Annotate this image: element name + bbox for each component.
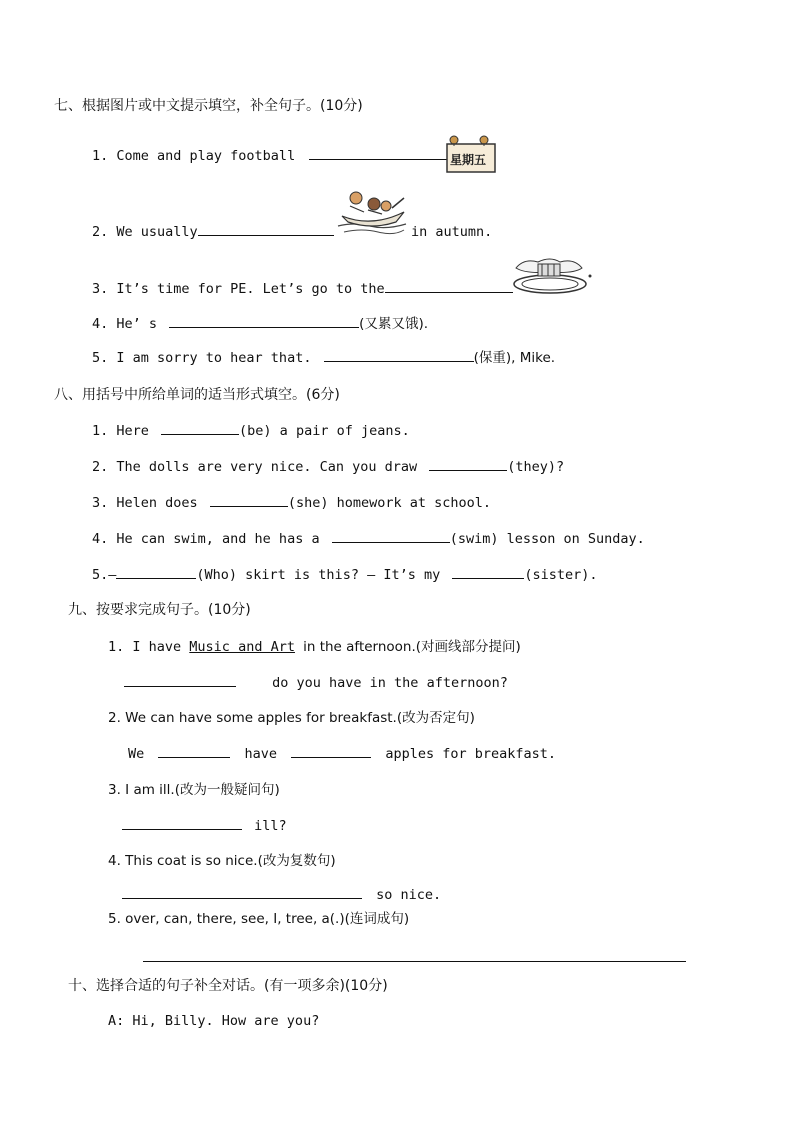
sec9-a3-text: ill? (254, 818, 287, 834)
sec9-q1-underlined: Music and Art (189, 639, 295, 655)
sec7-q1-text: 1. Come and play football (92, 148, 296, 164)
answer-blank[interactable] (309, 147, 451, 160)
sec8-q2-tail: (they)? (507, 459, 565, 475)
sec7-q1 (92, 147, 451, 165)
sec7-q5-text: 5. I am sorry to hear that. (92, 350, 312, 366)
sec7-q2-text: 2. We usually (92, 224, 198, 240)
sec7-q3 (92, 280, 513, 298)
sec7-q4-hint: (又累又饿). (359, 316, 428, 332)
sec8-q5-text: 5.— (92, 567, 117, 583)
sec9-a1 (124, 674, 508, 692)
section-7-title: 七、根据图片或中文提示填空，补全句子。(10分) (54, 98, 363, 114)
sec9-a1-text: do you have in the afternoon? (272, 675, 508, 691)
sec8-q4-text: 4. He can swim, and he has a (92, 531, 320, 547)
section-8-title: 八、用括号中所给单词的适当形式填空。(6分) (54, 387, 340, 403)
sec8-q4 (92, 530, 645, 548)
sec9-q5: 5. over, can, there, see, I, tree, a(.)(连词成句) (108, 911, 410, 927)
sec9-a2-have: have (244, 746, 278, 762)
sec8-q5-mid: (Who) skirt is this? — It’s my (196, 567, 441, 583)
sec8-q5-tail: (sister). (524, 567, 598, 583)
sec9-a4 (122, 886, 441, 904)
answer-blank[interactable] (198, 223, 334, 236)
playground-image (508, 254, 594, 296)
sec9-q1-text: 1. I have (108, 639, 182, 655)
sec9-q5-answer-line[interactable] (143, 961, 686, 962)
sec8-q3 (92, 494, 491, 512)
sec7-q3-text: 3. It’s time for PE. Let’s go to the (92, 281, 385, 297)
sec9-q2: 2. We can have some apples for breakfast.(改为否定句) (108, 710, 475, 726)
sec9-q4: 4. This coat is so nice.(改为复数句) (108, 853, 336, 869)
sec7-q5-hint: (保重), Mike. (473, 350, 556, 366)
sec9-q3: 3. I am ill.(改为一般疑问句) (108, 782, 280, 798)
answer-blank[interactable] (385, 280, 513, 293)
sec9-a2-we: We (128, 746, 145, 762)
sec9-q1-tail: in the afternoon.(对画线部分提问) (303, 639, 521, 655)
sec8-q4-tail: (swim) lesson on Sunday. (449, 531, 645, 547)
answer-blank[interactable] (452, 566, 524, 579)
answer-blank[interactable] (324, 349, 474, 362)
answer-blank[interactable] (291, 745, 371, 758)
sec7-q5 (92, 349, 555, 367)
sec8-q1 (92, 422, 410, 440)
kids-rowing-boat-image (334, 182, 410, 238)
sec9-a4-text: so nice. (376, 887, 442, 903)
sec8-q2-text: 2. The dolls are very nice. Can you draw (92, 459, 418, 475)
sec7-q2 (92, 223, 334, 241)
friday-label: 星期五 (450, 153, 487, 167)
answer-blank[interactable] (169, 315, 359, 328)
sec8-q1-tail: (be) a pair of jeans. (239, 423, 410, 439)
sec8-q1-text: 1. Here (92, 423, 149, 439)
section-9-title: 九、按要求完成句子。(10分) (68, 602, 251, 618)
sec9-a2 (128, 745, 556, 763)
answer-blank[interactable] (210, 494, 288, 507)
sec7-q4-text: 4. He’ s (92, 316, 158, 332)
friday-sign-image (444, 134, 498, 174)
sec9-a3 (122, 817, 287, 835)
sec7-q4 (92, 315, 428, 333)
sec9-q1 (108, 638, 521, 656)
sec8-q5 (92, 566, 598, 584)
sec8-q3-text: 3. Helen does (92, 495, 198, 511)
answer-blank[interactable] (122, 817, 242, 830)
answer-blank[interactable] (161, 422, 239, 435)
sec10-dialogue-line-1: A: Hi, Billy. How are you? (108, 1013, 320, 1029)
answer-blank[interactable] (332, 530, 450, 543)
sec9-a2-tail: apples for breakfast. (385, 746, 557, 762)
answer-blank[interactable] (158, 745, 230, 758)
answer-blank[interactable] (429, 458, 507, 471)
answer-blank[interactable] (124, 674, 236, 687)
sec8-q3-tail: (she) homework at school. (287, 495, 492, 511)
answer-blank[interactable] (122, 886, 362, 899)
answer-blank[interactable] (116, 566, 196, 579)
sec8-q2 (92, 458, 564, 476)
section-10-title: 十、选择合适的句子补全对话。(有一项多余)(10分) (68, 978, 388, 994)
sec7-q2-tail: in autumn. (411, 224, 493, 240)
